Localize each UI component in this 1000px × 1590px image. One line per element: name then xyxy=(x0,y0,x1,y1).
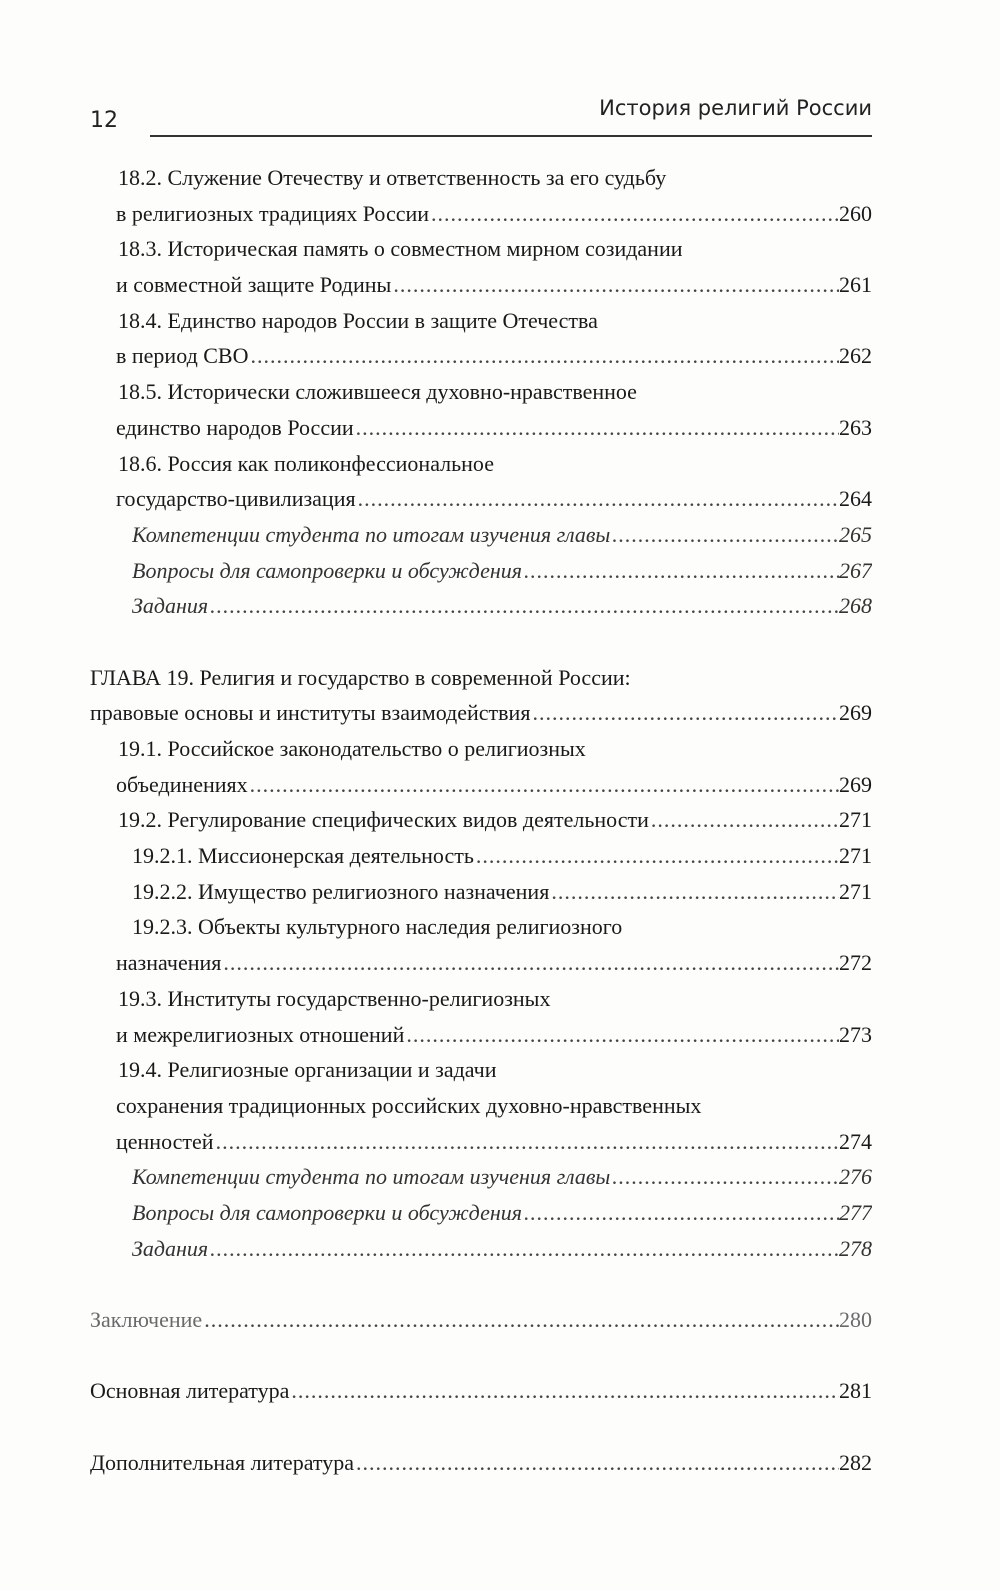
toc-spacer xyxy=(90,1409,872,1445)
toc-page-number: 269 xyxy=(839,771,872,797)
dot-leader xyxy=(356,481,839,517)
dot-leader xyxy=(214,1124,839,1160)
toc-entry-title: Основная литература xyxy=(90,1378,290,1404)
toc-entry[interactable] xyxy=(90,1052,872,1159)
dot-leader xyxy=(474,838,839,874)
toc-entry[interactable] xyxy=(90,1195,872,1231)
toc-spacer xyxy=(90,1266,872,1302)
toc-entry[interactable] xyxy=(90,303,872,374)
toc-page-number: 278 xyxy=(839,1235,872,1261)
dot-leader xyxy=(429,196,839,232)
toc-entry-title: 18.2. Служение Отечеству и ответственность за его судьбу xyxy=(118,165,667,190)
toc-entry[interactable] xyxy=(90,1373,872,1409)
dot-leader xyxy=(649,802,839,838)
toc-entry-title: Вопросы для самопроверки и обсуждения xyxy=(132,557,522,583)
dot-leader xyxy=(249,338,840,374)
toc-page-number: 282 xyxy=(839,1449,872,1475)
toc-entry-title: ценностей xyxy=(116,1128,214,1154)
toc-page-number: 261 xyxy=(839,272,872,298)
toc-entry-title: в религиозных традициях России xyxy=(116,200,430,226)
toc-entry-title: 18.4. Единство народов России в защите Отечества xyxy=(118,307,598,333)
toc-page-number: 262 xyxy=(839,343,872,369)
toc-entry[interactable] xyxy=(90,1445,872,1481)
running-title: История религий России xyxy=(599,96,872,120)
dot-leader xyxy=(530,695,839,731)
toc-spacer xyxy=(90,624,872,660)
dot-leader xyxy=(289,1373,839,1409)
toc-entry[interactable] xyxy=(90,802,872,838)
toc-entry-title: Заключение xyxy=(90,1307,203,1332)
toc-entry-title: и межрелигиозных отношений xyxy=(116,1021,405,1047)
toc-entry-title: 19.2.1. Миссионерская деятельность xyxy=(132,843,474,869)
dot-leader xyxy=(522,553,839,589)
toc-page-number: 263 xyxy=(839,414,872,440)
dot-leader xyxy=(202,1302,839,1338)
toc-entry-title: 18.5. Исторически сложившееся духовно-нравственное xyxy=(118,379,637,405)
toc-page-number: 265 xyxy=(839,521,872,547)
toc-entry-title: назначения xyxy=(116,950,222,976)
dot-leader xyxy=(248,767,839,803)
toc-entry-title: 18.6. Россия как поликонфессиональное xyxy=(118,450,494,476)
toc-entry-title: Компетенции студента по итогам изучения главы xyxy=(132,1164,611,1190)
toc-page-number: 276 xyxy=(839,1164,872,1190)
dot-leader xyxy=(404,1017,839,1053)
table-of-contents xyxy=(90,160,872,1480)
toc-entry-title: Задания xyxy=(132,1235,209,1261)
toc-entry[interactable] xyxy=(90,588,872,624)
toc-page-number: 271 xyxy=(839,807,872,833)
dot-leader xyxy=(221,945,839,981)
toc-page-number: 268 xyxy=(839,593,872,619)
toc-entry[interactable] xyxy=(90,517,872,553)
toc-entry[interactable] xyxy=(90,374,872,445)
toc-entry-title: Задания xyxy=(132,593,209,619)
toc-entry-title: 19.2.3. Объекты культурного наследия религиозного xyxy=(132,914,623,940)
toc-page-number: 273 xyxy=(839,1021,872,1047)
toc-entry[interactable] xyxy=(90,446,872,517)
toc-entry[interactable] xyxy=(90,838,872,874)
toc-page-number: 272 xyxy=(839,950,872,976)
dot-leader xyxy=(354,1445,839,1481)
toc-entry-title: 19.1. Российское законодательство о религиозных xyxy=(118,736,586,761)
toc-entry[interactable] xyxy=(90,874,872,910)
toc-page-number: 264 xyxy=(839,486,872,512)
dot-leader xyxy=(354,410,839,446)
dot-leader xyxy=(610,1159,839,1195)
toc-page-number: 271 xyxy=(839,843,872,869)
toc-entry[interactable] xyxy=(90,660,872,731)
toc-page-number: 267 xyxy=(839,557,872,583)
toc-entry[interactable] xyxy=(90,1231,872,1267)
toc-entry-title: Компетенции студента по итогам изучения главы xyxy=(132,521,611,547)
page-number: 12 xyxy=(90,108,118,133)
toc-entry-title: единство народов России xyxy=(116,414,354,440)
toc-page-number: 277 xyxy=(839,1199,872,1225)
toc-entry-title: 18.3. Историческая память о совместном мирном созидании xyxy=(118,236,683,262)
dot-leader xyxy=(610,517,839,553)
toc-entry-title: 19.2. Регулирование специфических видов деятельности xyxy=(118,807,649,833)
toc-entry-title: 19.2.2. Имущество религиозного назначения xyxy=(132,878,550,904)
toc-spacer xyxy=(90,1338,872,1374)
dot-leader xyxy=(522,1195,839,1231)
toc-entry-title: сохранения традиционных российских духовно-нравственных xyxy=(116,1092,702,1118)
toc-entry-title: Вопросы для самопроверки и обсуждения xyxy=(132,1199,522,1225)
toc-entry[interactable] xyxy=(90,231,872,302)
page-header xyxy=(90,92,872,140)
toc-entry-title: 19.3. Институты государственно-религиозных xyxy=(118,985,551,1011)
dot-leader xyxy=(208,1231,839,1267)
dot-leader xyxy=(391,267,839,303)
toc-entry[interactable] xyxy=(90,1302,872,1338)
toc-entry[interactable] xyxy=(90,909,872,980)
toc-page-number: 280 xyxy=(839,1307,872,1332)
toc-entry-title: 19.4. Религиозные организации и задачи xyxy=(118,1057,497,1083)
toc-entry-title: ГЛАВА 19. Религия и государство в современной России: xyxy=(90,664,631,690)
toc-page-number: 281 xyxy=(839,1378,872,1404)
toc-entry[interactable] xyxy=(90,731,872,802)
toc-entry[interactable] xyxy=(90,981,872,1052)
toc-entry-title: объединениях xyxy=(116,771,248,797)
toc-entry-title: и совместной защите Родины xyxy=(116,272,392,298)
toc-entry-title: Дополнительная литература xyxy=(90,1449,354,1475)
toc-entry[interactable] xyxy=(90,160,872,231)
toc-page-number: 274 xyxy=(839,1128,872,1154)
toc-entry-title: в период СВО xyxy=(116,343,249,369)
dot-leader xyxy=(208,588,839,624)
toc-entry[interactable] xyxy=(90,553,872,589)
toc-entry-title: государство-цивилизация xyxy=(116,486,356,512)
toc-entry[interactable] xyxy=(90,1159,872,1195)
toc-entry-title: правовые основы и институты взаимодействия xyxy=(90,700,531,726)
header-rule xyxy=(150,135,872,137)
dot-leader xyxy=(549,874,839,910)
toc-page-number: 271 xyxy=(839,878,872,904)
toc-page-number: 260 xyxy=(839,200,872,226)
toc-page-number: 269 xyxy=(839,700,872,726)
